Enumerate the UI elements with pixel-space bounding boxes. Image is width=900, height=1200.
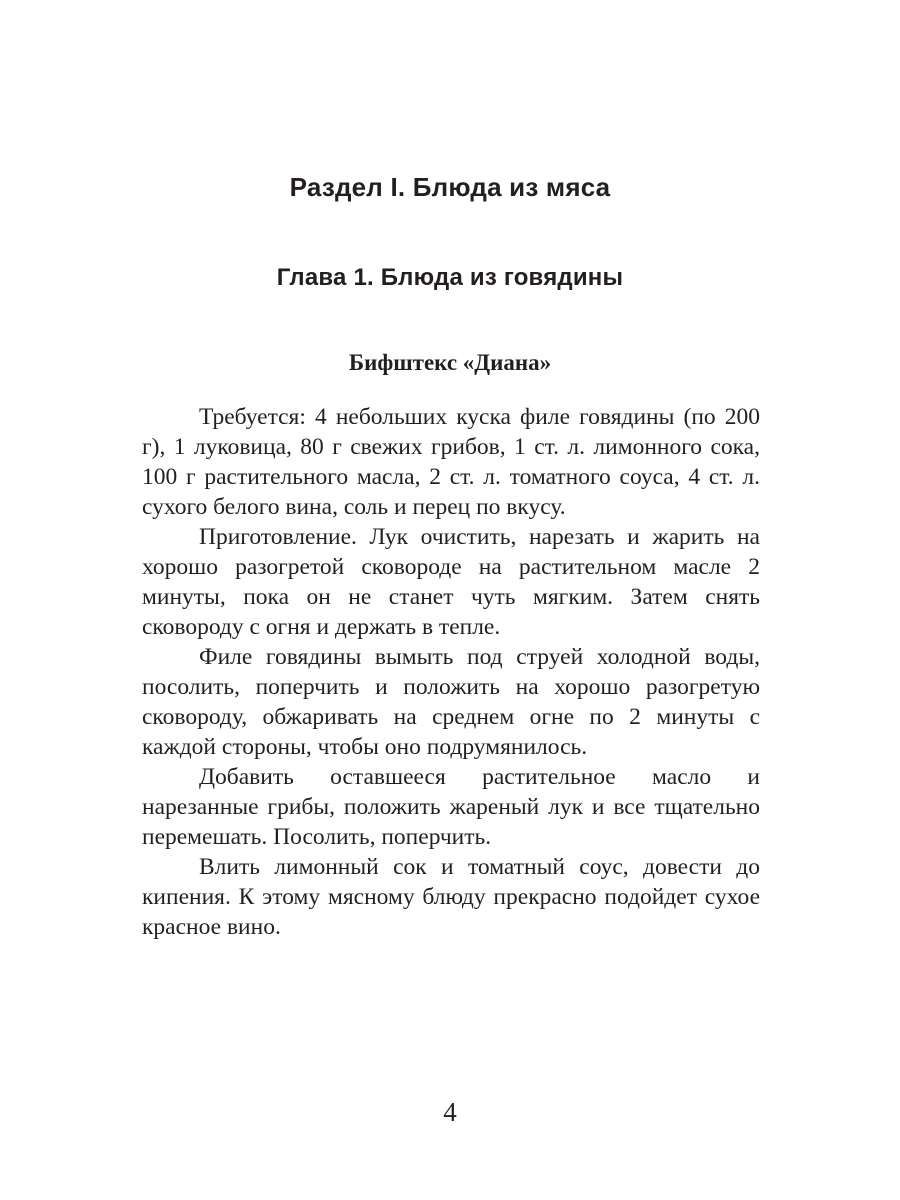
recipe-title: Бифштекс «Диана» xyxy=(348,350,552,375)
recipe-step-paragraph: Добавить оставшееся растительное масло и нарезанные грибы, положить жареный лук и все тщательно перемешать. Посолить, поперчить. xyxy=(142,764,760,850)
page-number: 4 xyxy=(443,1097,457,1127)
recipe-ingredients-paragraph: Требуется: 4 небольших куска филе говядины (по 200 г), 1 луковица, 80 г свежих грибов, 1 ст. л. лимонного сока, 100 г растительного масла, 2 ст. л. томатного соуса, 4 ст. л. сухого белого вина, соль и перец по вкусу. xyxy=(142,404,760,520)
recipe-step-paragraph: Приготовление. Лук очистить, нарезать и жарить на хорошо разогретой сковороде на растительном масле 2 минуты, пока он не станет чуть мягким. Затем снять сковороду с огня и держать в тепле. xyxy=(142,524,760,640)
section-title: Раздел I. Блюда из мяса xyxy=(289,172,611,202)
recipe-body xyxy=(142,402,760,942)
recipe-step-paragraph: Влить лимонный сок и томатный соус, довести до кипения. К этому мясному блюду прекрасно подойдет сухое красное вино. xyxy=(142,854,760,940)
recipe-step-paragraph: Филе говядины вымыть под струей холодной воды, посолить, поперчить и положить на хорошо разогретую сковороду, обжаривать на среднем огне по 2 минуты с каждой стороны, чтобы оно подрумянилось. xyxy=(142,644,760,760)
chapter-title: Глава 1. Блюда из говядины xyxy=(276,264,624,291)
